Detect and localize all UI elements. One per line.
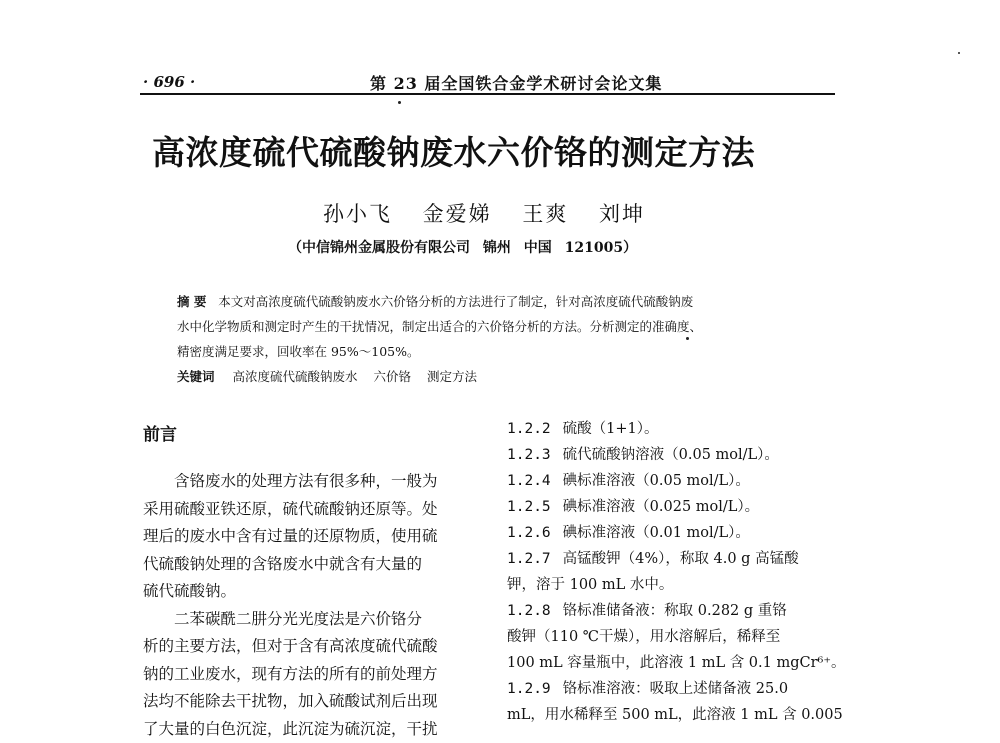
header-rule	[140, 93, 835, 95]
abstract-label: 摘 要	[177, 294, 206, 309]
body-line: 钠的工业废水，现有方法的所有的前处理方	[143, 661, 473, 689]
reagent-continuation: 100 mL 容量瓶中，此溶液 1 mL 含 0.1 mgCr⁶⁺。	[507, 650, 842, 676]
body-line: 析的主要方法，但对于含有高浓度硫代硫酸	[143, 633, 473, 661]
keyword: 测定方法	[427, 369, 477, 384]
abstract-line: 摘 要 本文对高浓度硫代硫酸钠废水六价铬分析的方法进行了制定，针对高浓度硫代硫酸钠废	[177, 289, 817, 314]
body-line: 了大量的白色沉淀，此沉淀为硫沉淀，干扰	[143, 716, 473, 743]
affiliation: （中信锦州金属股份有限公司 锦州 中国 121005）	[288, 237, 637, 257]
body-line: 二苯碳酰二肼分光光度法是六价铬分	[143, 606, 473, 634]
reagent-list	[507, 416, 842, 728]
reagent-item: 1.2.6 碘标准溶液（0.01 mol/L）。	[507, 520, 842, 546]
scan-speck	[958, 52, 960, 54]
paper-title: 高浓度硫代硫酸钠废水六价铬的测定方法	[152, 127, 755, 174]
reagent-item: 1.2.5 碘标准溶液（0.025 mol/L）。	[507, 494, 842, 520]
running-title: 第 23 届全国铁合金学术研讨会论文集	[370, 71, 662, 94]
body-line: 代硫酸钠处理的含铬废水中就含有大量的	[143, 551, 473, 579]
page-number: · 696 ·	[143, 73, 195, 91]
body-line: 硫代硫酸钠。	[143, 578, 473, 606]
abstract	[177, 289, 817, 364]
scan-speck	[398, 101, 401, 104]
abstract-line: 精密度满足要求，回收率在 95%～105%。	[177, 339, 817, 364]
reagent-item: 1.2.8 铬标准储备液：称取 0.282 g 重铬	[507, 598, 842, 624]
body-line: 理后的废水中含有过量的还原物质，使用硫	[143, 523, 473, 551]
keywords	[177, 367, 489, 385]
intro-body	[143, 468, 473, 743]
keyword: 六价铬	[374, 369, 412, 384]
keyword: 高浓度硫代硫酸钠废水	[233, 369, 358, 384]
body-line: 采用硫酸亚铁还原，硫代硫酸钠还原等。处	[143, 496, 473, 524]
reagent-item: 1.2.7 高锰酸钾（4%），称取 4.0 g 高锰酸	[507, 546, 842, 572]
reagent-item: 1.2.9 铬标准溶液：吸取上述储备液 25.0	[507, 676, 842, 702]
abstract-line: 水中化学物质和测定时产生的干扰情况，制定出适合的六价铬分析的方法。分析测定的准确度、	[177, 314, 817, 339]
reagent-item: 1.2.4 碘标准溶液（0.05 mol/L）。	[507, 468, 842, 494]
section-heading: 前言	[143, 420, 177, 445]
reagent-item: 1.2.2 硫酸（1+1）。	[507, 416, 842, 442]
body-line: 含铬废水的处理方法有很多种，一般为	[143, 468, 473, 496]
reagent-continuation: 钾，溶于 100 mL 水中。	[507, 572, 842, 598]
body-line: 法均不能除去干扰物，加入硫酸试剂后出现	[143, 688, 473, 716]
authors: 孙小飞 金爱娣 王爽 刘坤	[323, 198, 645, 228]
keywords-label: 关键词	[177, 369, 215, 384]
reagent-item: 1.2.3 硫代硫酸钠溶液（0.05 mol/L）。	[507, 442, 842, 468]
reagent-continuation: 酸钾（110 ℃干燥），用水溶解后，稀释至	[507, 624, 842, 650]
reagent-continuation: mL，用水稀释至 500 mL，此溶液 1 mL 含 0.005	[507, 702, 842, 728]
